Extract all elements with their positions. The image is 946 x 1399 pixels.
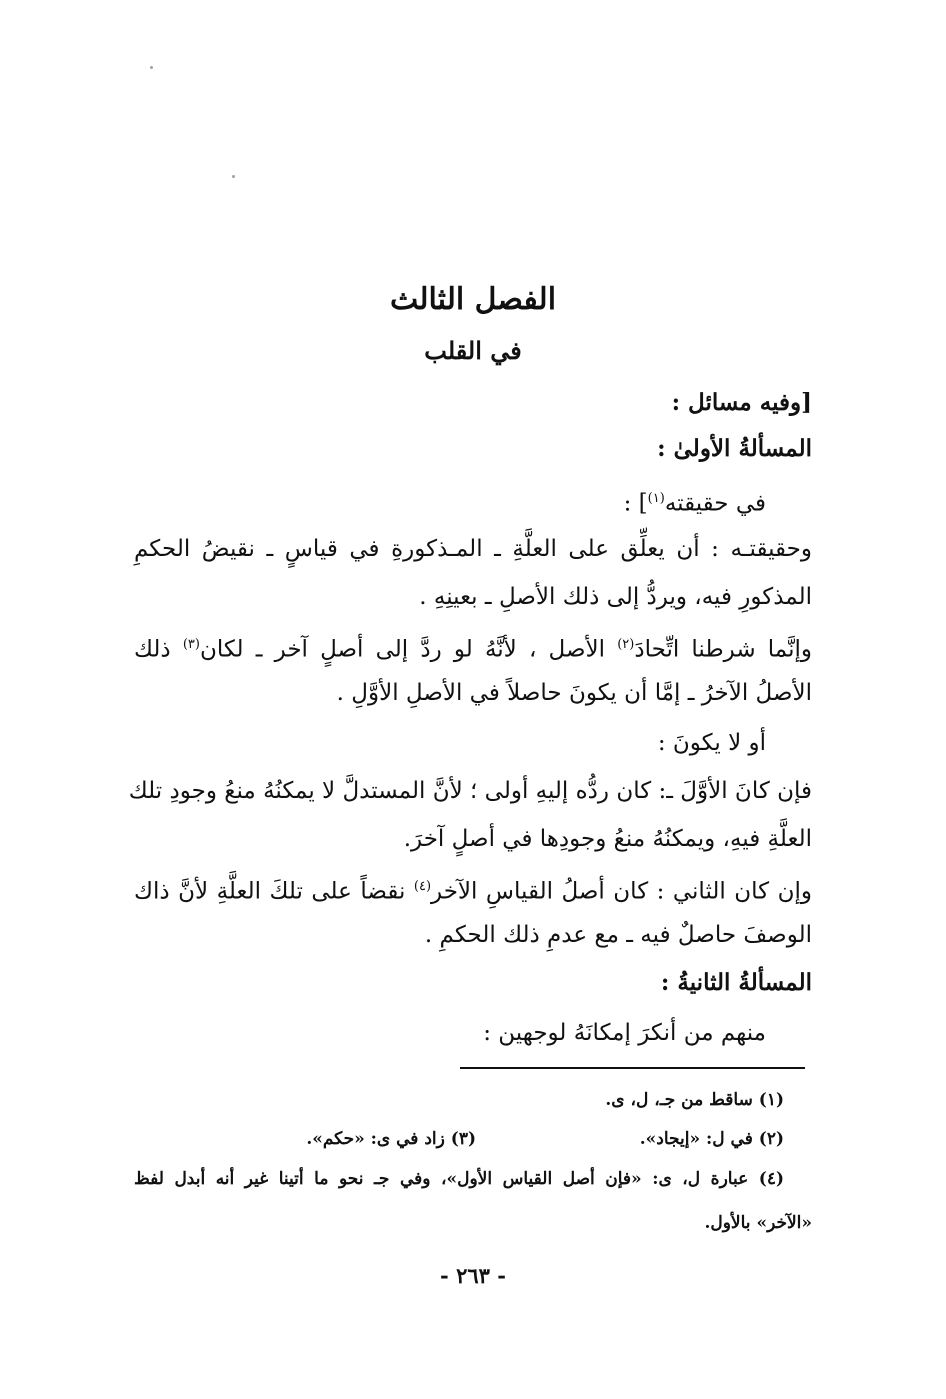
paragraph-1-line-1: وحقيقتـه : أن يعلِّق على العلَّةِ ـ المـذكورةِ في قياسٍ ـ نقيضُ الحكمِ (134, 536, 812, 562)
paragraph-2-text-a: وإنَّما شرطنا اتِّحادَ (634, 636, 812, 663)
footnote-ref-1: (١) (647, 491, 665, 506)
footnote-3: (٣) زاد في ى: «حكم». (306, 1129, 476, 1149)
paragraph-3: أو لا يكونَ : (657, 730, 766, 756)
footnote-ref-4: (٤) (413, 879, 432, 894)
paragraph-2-line-2: الأصلُ الآخرُ ـ إمَّا أن يكونَ حاصلاً في الأصلِ الأوَّلِ . (336, 680, 812, 706)
question-1-subheading (134, 482, 766, 521)
footnote-2: (٢) في ل: «إيجاد». (639, 1129, 784, 1149)
paragraph-4-line-1: فإن كانَ الأوَّلَ ـ: كان ردُّه إليهِ أولى ؛ لأنَّ المستدلَّ لا يمكنُهُ منعُ وجودِ تلك (128, 778, 812, 804)
paragraph-6: منهم من أنكرَ إمكانَهُ لوجهين : (483, 1020, 766, 1046)
paragraph-5-line-2: الوصفَ حاصلٌ فيه ـ مع عدمِ ذلك الحكمِ . (424, 922, 812, 948)
paragraph-2-text-c: ذلك (134, 636, 183, 663)
footnote-4-line-1: (٤) عبارة ل، ى: «فإن أصل القياس الأول»، وفي جـ نحو ما أتينا غير أنه أبدل لفظ (134, 1169, 784, 1189)
paragraph-5-text-b: نقضاً على تلكَ العلَّةِ لأنَّ ذاك (134, 878, 414, 905)
footnote-4-line-2: «الآخر» بالأول. (704, 1213, 812, 1233)
paragraph-2-line-1 (134, 628, 812, 667)
footnote-1: (١) ساقط من جـ، ل، ى. (605, 1090, 784, 1110)
subheading-end: ] : (623, 490, 648, 517)
paragraph-5-line-1 (134, 870, 812, 909)
footnote-ref-2: (٢) (617, 637, 635, 652)
question-1-heading: المسألةُ الأولىٰ : (657, 435, 812, 462)
chapter-subtitle: في القلب (424, 336, 522, 365)
chapter-title: الفصل الثالث (389, 282, 557, 317)
paragraph-4-line-2: العلَّةِ فيهِ، ويمكنُهُ منعُ وجودِها في أصلٍ آخرَ. (403, 826, 812, 852)
paragraph-1-line-2: المذكورِ فيه، ويردُّ إلى ذلك الأصلِ ـ بعينِهِ . (419, 584, 812, 610)
subheading-text: في حقيقته (664, 490, 766, 517)
paragraph-5-text-a: وإن كان الثاني : كان أصلُ القياسِ الآخر (431, 878, 812, 905)
footnote-ref-3: (٣) (182, 637, 200, 652)
question-2-heading: المسألةُ الثانيةُ : (660, 969, 812, 996)
page-number: - ٢٦٣ - (440, 1263, 506, 1288)
paragraph-2-text-b: الأصل ، لأنَّهُ لو ردَّ إلى أصلٍ آخر ـ لكان (199, 636, 618, 663)
section-intro: [وفيه مسائل : (671, 389, 812, 416)
scan-speck (232, 175, 235, 178)
footnote-divider (460, 1067, 805, 1069)
scan-speck (150, 66, 153, 69)
